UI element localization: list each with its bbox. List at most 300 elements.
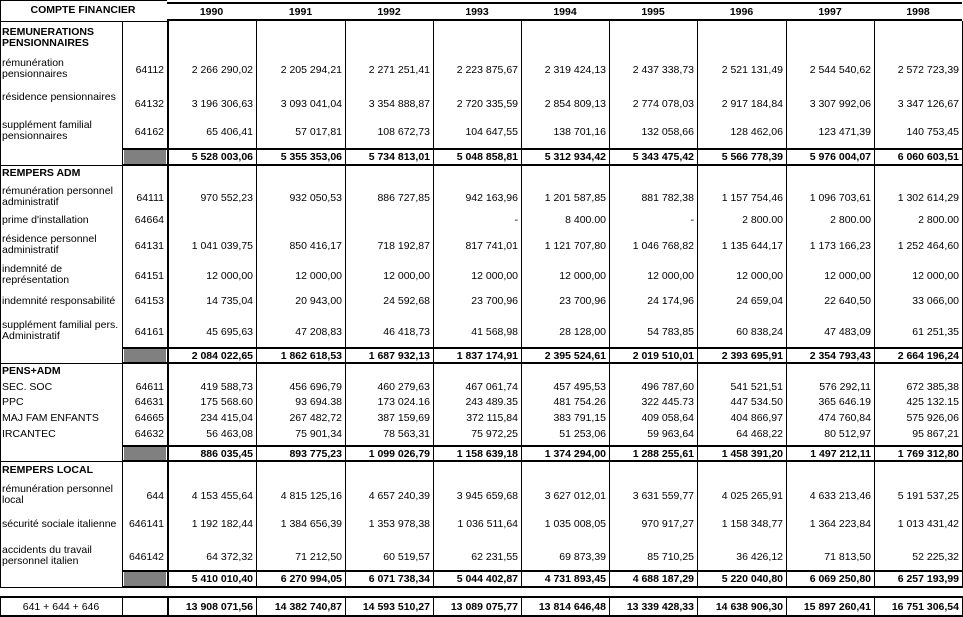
grid-line-v (521, 21, 522, 166)
subtotal-cell: 886 035,45 (200, 449, 253, 460)
grid-line-v (256, 166, 257, 364)
grid-line-v (786, 596, 787, 617)
grid-line-h (122, 445, 962, 447)
subtotal-cell: 1 837 174,91 (456, 351, 518, 362)
value-cell: 1 035 008,05 (544, 519, 606, 530)
account-code: 644 (146, 491, 164, 502)
value-cell: 1 157 754,46 (721, 193, 783, 204)
value-cell: 104 647,55 (465, 127, 518, 138)
row-label: MAJ FAM ENFANTS (2, 413, 99, 424)
subtotal-cell: 1 374 294,00 (544, 449, 606, 460)
account-code: 64112 (135, 65, 164, 76)
grid-line-v (433, 21, 434, 166)
value-cell: 1 192 182,44 (191, 519, 253, 530)
account-code: 64151 (134, 271, 164, 282)
value-cell: 4 025 265,91 (721, 491, 783, 502)
section-title: REMPERS LOCAL (2, 465, 94, 476)
value-cell: 45 695,63 (206, 327, 253, 338)
grid-line-v (345, 21, 346, 166)
value-cell: 243 489.35 (465, 397, 518, 408)
value-cell: 36 426,12 (736, 552, 783, 563)
grid-line-h (167, 2, 962, 4)
account-code: 64162 (134, 127, 164, 138)
value-cell: 65 406,41 (206, 127, 253, 138)
grid-line-h (0, 461, 122, 462)
grid-line-v (697, 21, 698, 166)
row-label: PPC (2, 397, 24, 408)
grid-line-v (874, 364, 875, 462)
value-cell: 1 096 703,61 (809, 193, 871, 204)
value-cell: 3 631 559,77 (632, 491, 694, 502)
subtotal-cell: 1 288 255,61 (632, 449, 694, 460)
value-cell: 1 046 768,82 (632, 241, 694, 252)
grid-line-v (345, 364, 346, 462)
subtotal-cell: 5 528 003,06 (191, 152, 253, 163)
grid-line-v (874, 166, 875, 364)
value-cell: - (690, 215, 694, 226)
value-cell: 175 568.60 (200, 397, 253, 408)
grid-line-v (0, 166, 1, 364)
value-cell: 85 710,25 (647, 552, 694, 563)
value-cell: 1 121 707,80 (544, 241, 606, 252)
year-header-1992: 1992 (377, 7, 401, 18)
grand-total-cell: 16 751 306,54 (891, 602, 959, 613)
grid-line-v (122, 462, 123, 588)
grid-line-v (874, 596, 875, 617)
value-cell: 2 544 540,62 (809, 65, 871, 76)
subtotal-cell: 1 158 639,18 (456, 449, 518, 460)
grand-total-cell: 14 638 906,30 (715, 602, 783, 613)
grand-total-cell: 13 908 071,56 (185, 602, 253, 613)
grid-line-v (697, 462, 698, 588)
value-cell: 383 791,15 (553, 413, 606, 424)
value-cell: 2 266 290,02 (191, 65, 253, 76)
value-cell: 404 866,97 (730, 413, 783, 424)
subtotal-cell: 2 354 793,43 (809, 351, 871, 362)
value-cell: 108 672,73 (377, 127, 430, 138)
value-cell: 2 800.00 (742, 215, 783, 226)
value-cell: 2 854 809,13 (544, 99, 606, 110)
value-cell: 970 552,23 (200, 193, 253, 204)
value-cell: 123 471,39 (818, 127, 871, 138)
grid-line-v (345, 596, 346, 617)
value-cell: 4 153 455,64 (191, 491, 253, 502)
value-cell: 14 735,04 (206, 296, 253, 307)
value-cell: 387 159,69 (377, 413, 430, 424)
subtotal-cell: 6 060 603,51 (897, 152, 959, 163)
value-cell: 932 050,53 (289, 193, 342, 204)
row-label: rémunération personnel administratif (2, 186, 113, 208)
value-cell: 267 482,72 (289, 413, 342, 424)
grid-line-v (874, 21, 875, 166)
account-code: 646141 (128, 519, 164, 530)
subtotal-cell: 6 071 738,34 (368, 574, 430, 585)
row-label: indemnité de représentation (2, 264, 70, 286)
subtotal-cell: 4 688 187,29 (632, 574, 694, 585)
grid-line-v (345, 166, 346, 364)
value-cell: 60 519,57 (383, 552, 430, 563)
subtotal-cell: 2 019 510,01 (632, 351, 694, 362)
subtotal-cell: 1 099 026,79 (368, 449, 430, 460)
value-cell: 425 132.15 (906, 397, 959, 408)
value-cell: 1 384 656,39 (280, 519, 342, 530)
grid-line-h (122, 362, 962, 364)
value-cell: 140 753,45 (906, 127, 959, 138)
grid-line-v (697, 596, 698, 617)
value-cell: 12 000,00 (912, 271, 959, 282)
grid-line-h (122, 148, 962, 150)
value-cell: 41 568,98 (471, 327, 518, 338)
value-cell: 57 017,81 (295, 127, 342, 138)
account-code: 64665 (134, 413, 164, 424)
value-cell: 541 521,51 (730, 382, 783, 393)
row-label: résidence pensionnaires (2, 92, 116, 103)
value-cell: 33 066,00 (912, 296, 959, 307)
value-cell: 75 972,25 (471, 429, 518, 440)
value-cell: 12 000,00 (736, 271, 783, 282)
grid-line-v (122, 596, 123, 617)
grid-line-v (786, 166, 787, 364)
value-cell: 4 815 125,16 (280, 491, 342, 502)
value-cell: 3 347 126,67 (897, 99, 959, 110)
account-code: 64611 (135, 382, 164, 393)
value-cell: 3 307 992,06 (809, 99, 871, 110)
value-cell: 457 495,53 (553, 382, 606, 393)
value-cell: 481 754.26 (553, 397, 606, 408)
value-cell: 2 800.00 (918, 215, 959, 226)
value-cell: 322 445.73 (641, 397, 694, 408)
subtotal-cell: 5 410 010,40 (191, 574, 253, 585)
value-cell (345, 215, 433, 227)
year-header-1991: 1991 (288, 7, 313, 18)
value-cell: 881 782,38 (641, 193, 694, 204)
value-cell: 409 058,64 (641, 413, 694, 424)
row-label: IRCANTEC (2, 429, 56, 440)
value-cell: 2 437 338,73 (632, 65, 694, 76)
value-cell: 817 741,01 (465, 241, 518, 252)
account-code: 646142 (128, 552, 164, 563)
value-cell: 850 416,17 (289, 241, 342, 252)
value-cell: 1 252 464,60 (897, 241, 959, 252)
grid-line-h (0, 21, 167, 22)
grid-line-h (122, 460, 962, 462)
row-label: prime d'installation (2, 215, 89, 226)
row-label: indemnité responsabilité (2, 296, 116, 307)
grid-line-h (122, 570, 962, 572)
subtotal-cell: 2 664 196,24 (897, 351, 959, 362)
value-cell: 12 000,00 (295, 271, 342, 282)
subtotal-cell: 2 393 695,91 (721, 351, 783, 362)
value-cell: 28 128,00 (559, 327, 606, 338)
value-cell: 2 800.00 (830, 215, 871, 226)
value-cell: 12 000,00 (647, 271, 694, 282)
grid-line-v (433, 364, 434, 462)
subtotal-cell: 893 775,23 (289, 449, 342, 460)
row-label: accidents du travail personnel italien (2, 545, 92, 567)
value-cell: 61 251,35 (912, 327, 959, 338)
row-label: rémunération personnel local (2, 484, 113, 506)
grid-line-v (697, 166, 698, 364)
subtotal-cell: 5 976 004,07 (809, 152, 871, 163)
subtotal-cell: 6 069 250,80 (809, 574, 871, 585)
value-cell: 47 483,09 (824, 327, 871, 338)
value-cell: 78 563,31 (383, 429, 430, 440)
account-code: 64664 (134, 215, 164, 226)
subtotal-cell: 5 312 934,42 (544, 152, 606, 163)
grid-line-v (609, 166, 610, 364)
grid-line-v (256, 364, 257, 462)
subtotal-cell: 6 270 994,05 (280, 574, 342, 585)
grid-line-v (609, 462, 610, 588)
year-header-1998: 1998 (906, 7, 930, 18)
value-cell: 24 659,04 (736, 296, 783, 307)
grid-line-h (122, 347, 962, 349)
value-cell: 942 163,96 (465, 193, 518, 204)
value-cell: 64 468,22 (736, 429, 783, 440)
value-cell: 1 302 614,29 (897, 193, 959, 204)
grid-line-v (167, 21, 169, 166)
value-cell: 3 945 659,68 (456, 491, 518, 502)
grid-line-v (0, 462, 1, 588)
subtotal-cell: 5 044 402,87 (456, 574, 518, 585)
grid-line-v (256, 21, 257, 166)
row-label: rémunération pensionnaires (2, 58, 68, 80)
grid-line-v (521, 462, 522, 588)
grid-line-v (122, 21, 123, 166)
value-cell: 8 400.00 (565, 215, 606, 226)
value-cell: 234 415,04 (200, 413, 253, 424)
value-cell: 24 592,68 (383, 296, 430, 307)
grid-line-v (0, 596, 1, 617)
value-cell: 1 201 587,85 (544, 193, 606, 204)
year-header-1990: 1990 (199, 7, 224, 18)
grid-line-h (122, 586, 962, 588)
grid-line-v (167, 596, 169, 617)
value-cell: 23 700,96 (559, 296, 606, 307)
year-header-1997: 1997 (818, 7, 842, 18)
grid-line-v (122, 166, 123, 364)
account-code: 64132 (134, 99, 164, 110)
grid-line-h (0, 596, 962, 598)
grand-total-cell: 14 593 510,27 (362, 602, 430, 613)
value-cell: 2 271 251,41 (368, 65, 430, 76)
grid-line-v (167, 364, 169, 462)
subtotal-shade (124, 348, 166, 363)
value-cell: 56 463,08 (206, 429, 253, 440)
value-cell: 2 572 723,39 (897, 65, 959, 76)
account-code: 64111 (136, 193, 164, 204)
value-cell: 2 720 335,59 (456, 99, 518, 110)
value-cell: 93 694.38 (295, 397, 342, 408)
grid-line-h (0, 363, 122, 364)
value-cell: 51 253,06 (559, 429, 606, 440)
value-cell: 69 873,39 (559, 552, 606, 563)
grid-line-v (0, 21, 1, 166)
value-cell: 132 058,66 (641, 127, 694, 138)
value-cell: 575 926,06 (906, 413, 959, 424)
subtotal-cell: 1 769 312,80 (897, 449, 959, 460)
grid-line-v (786, 462, 787, 588)
year-header-1996: 1996 (729, 7, 754, 18)
value-cell: 1 353 978,38 (368, 519, 430, 530)
grid-line-h (0, 165, 122, 166)
value-cell: 365 646.19 (818, 397, 871, 408)
value-cell: 23 700,96 (471, 296, 518, 307)
value-cell: 1 135 644,17 (721, 241, 783, 252)
value-cell: 2 774 078,03 (632, 99, 694, 110)
subtotal-shade (124, 446, 166, 461)
value-cell: 2 917 184,84 (721, 99, 783, 110)
value-cell: 672 385,38 (906, 382, 959, 393)
value-cell: - (514, 215, 518, 226)
subtotal-cell: 4 731 893,45 (544, 574, 606, 585)
value-cell: 447 534.50 (730, 397, 783, 408)
value-cell: 576 292,11 (819, 382, 871, 393)
subtotal-cell: 5 734 813,01 (368, 152, 430, 163)
grid-line-v (521, 166, 522, 364)
section-title: REMUNERATIONS PENSIONNAIRES (2, 27, 94, 49)
value-cell: 419 588,73 (200, 382, 253, 393)
row-label: résidence personnel administratif (2, 234, 97, 256)
value-cell: 71 212,50 (295, 552, 342, 563)
grid-line-v (167, 166, 169, 364)
value-cell: 970 917,27 (641, 519, 694, 530)
grid-line-v (874, 462, 875, 588)
subtotal-cell: 6 257 193,99 (897, 574, 959, 585)
value-cell: 64 372,32 (206, 552, 253, 563)
grid-line-h (0, 0, 167, 1)
year-header-1994: 1994 (553, 7, 577, 18)
subtotal-cell: 5 566 778,39 (721, 152, 783, 163)
value-cell: 12 000,00 (383, 271, 430, 282)
value-cell: 496 787,60 (641, 382, 694, 393)
value-cell: 2 319 424,13 (544, 65, 606, 76)
grid-line-v (609, 364, 610, 462)
grand-total-cell: 13 089 075,77 (450, 602, 518, 613)
grid-line-v (433, 166, 434, 364)
grid-line-v (256, 462, 257, 588)
value-cell: 12 000,00 (471, 271, 518, 282)
grid-line-v (433, 596, 434, 617)
value-cell: 474 760,84 (818, 413, 871, 424)
value-cell: 62 231,55 (471, 552, 518, 563)
value-cell: 1 013 431,42 (897, 519, 959, 530)
year-header-1995: 1995 (641, 7, 665, 18)
grid-line-v (697, 364, 698, 462)
row-label: sécurité sociale italienne (2, 519, 117, 530)
value-cell: 4 657 240,39 (368, 491, 430, 502)
value-cell: 12 000,00 (206, 271, 253, 282)
grid-line-v (786, 21, 787, 166)
subtotal-cell: 2 084 022,65 (191, 351, 253, 362)
grid-line-h (0, 587, 122, 588)
subtotal-cell: 1 687 932,13 (368, 351, 430, 362)
subtotal-shade (124, 571, 166, 586)
value-cell (256, 215, 345, 227)
value-cell: 5 191 537,25 (897, 491, 959, 502)
subtotal-cell: 2 395 524,61 (544, 351, 606, 362)
grid-line-v (521, 596, 522, 617)
value-cell: 372 115,84 (466, 413, 518, 424)
subtotal-cell: 1 458 391,20 (721, 449, 783, 460)
value-cell: 80 512,97 (824, 429, 871, 440)
grid-line-v (0, 364, 1, 462)
grand-total-cell: 13 814 646,48 (538, 602, 606, 613)
subtotal-cell: 5 220 040,80 (721, 574, 783, 585)
grid-line-v (167, 462, 169, 588)
value-cell: 59 963,64 (647, 429, 694, 440)
grand-total-cell: 13 339 428,33 (626, 602, 694, 613)
grid-line-v (0, 0, 1, 21)
subtotal-cell: 5 343 475,42 (632, 152, 694, 163)
value-cell: 1 173 166,23 (809, 241, 871, 252)
account-code: 64131 (134, 241, 164, 252)
value-cell: 128 462,06 (730, 127, 783, 138)
value-cell: 20 943,00 (295, 296, 342, 307)
subtotal-cell: 1 497 212,11 (810, 449, 871, 460)
value-cell: 467 061,74 (465, 382, 518, 393)
value-cell: 1 041 039,75 (191, 241, 253, 252)
value-cell: 1 158 348,77 (721, 519, 783, 530)
account-code: 64161 (134, 327, 164, 338)
subtotal-cell: 5 048 858,81 (456, 152, 518, 163)
value-cell: 22 640,50 (824, 296, 871, 307)
grid-line-h (122, 164, 962, 166)
value-cell: 2 205 294,21 (280, 65, 342, 76)
value-cell: 1 036 511,64 (457, 519, 518, 530)
grid-line-v (609, 21, 610, 166)
grand-total-label: 641 + 644 + 646 (22, 602, 100, 613)
value-cell: 460 279,63 (377, 382, 430, 393)
subtotal-shade (124, 149, 166, 164)
table-title: COMPTE FINANCIER (30, 5, 136, 16)
value-cell: 456 696,79 (289, 382, 342, 393)
value-cell: 2 521 131,49 (721, 65, 783, 76)
grand-total-cell: 15 897 260,41 (803, 602, 871, 613)
value-cell: 60 838,24 (736, 327, 783, 338)
value-cell (167, 215, 256, 227)
value-cell: 12 000,00 (559, 271, 606, 282)
value-cell: 24 174,96 (647, 296, 694, 307)
row-label: supplément familial pensionnaires (2, 120, 92, 142)
subtotal-cell: 1 862 618,53 (280, 351, 342, 362)
value-cell: 173 024.16 (377, 397, 430, 408)
value-cell: 3 196 306,63 (191, 99, 253, 110)
grid-line-v (433, 462, 434, 588)
grid-line-v (122, 364, 123, 462)
section-title: REMPERS ADM (2, 168, 81, 179)
value-cell: 2 223 875,67 (456, 65, 518, 76)
account-code: 64632 (134, 429, 164, 440)
value-cell: 47 208,83 (295, 327, 342, 338)
value-cell: 4 633 213,46 (809, 491, 871, 502)
grid-line-v (786, 364, 787, 462)
value-cell: 75 901,34 (295, 429, 342, 440)
section-title: PENS+ADM (2, 366, 61, 377)
account-code: 64153 (134, 296, 164, 307)
value-cell: 3 627 012,01 (544, 491, 606, 502)
grid-line-v (345, 462, 346, 588)
value-cell: 46 418,73 (383, 327, 430, 338)
value-cell: 138 701,16 (553, 127, 606, 138)
row-label: SEC. SOC (2, 382, 53, 393)
value-cell: 12 000,00 (824, 271, 871, 282)
value-cell: 718 192,87 (377, 241, 430, 252)
row-label: supplément familial pers. Administratif (2, 320, 119, 342)
grid-line-v (521, 364, 522, 462)
grand-total-cell: 14 382 740,87 (274, 602, 342, 613)
value-cell: 71 813,50 (824, 552, 871, 563)
